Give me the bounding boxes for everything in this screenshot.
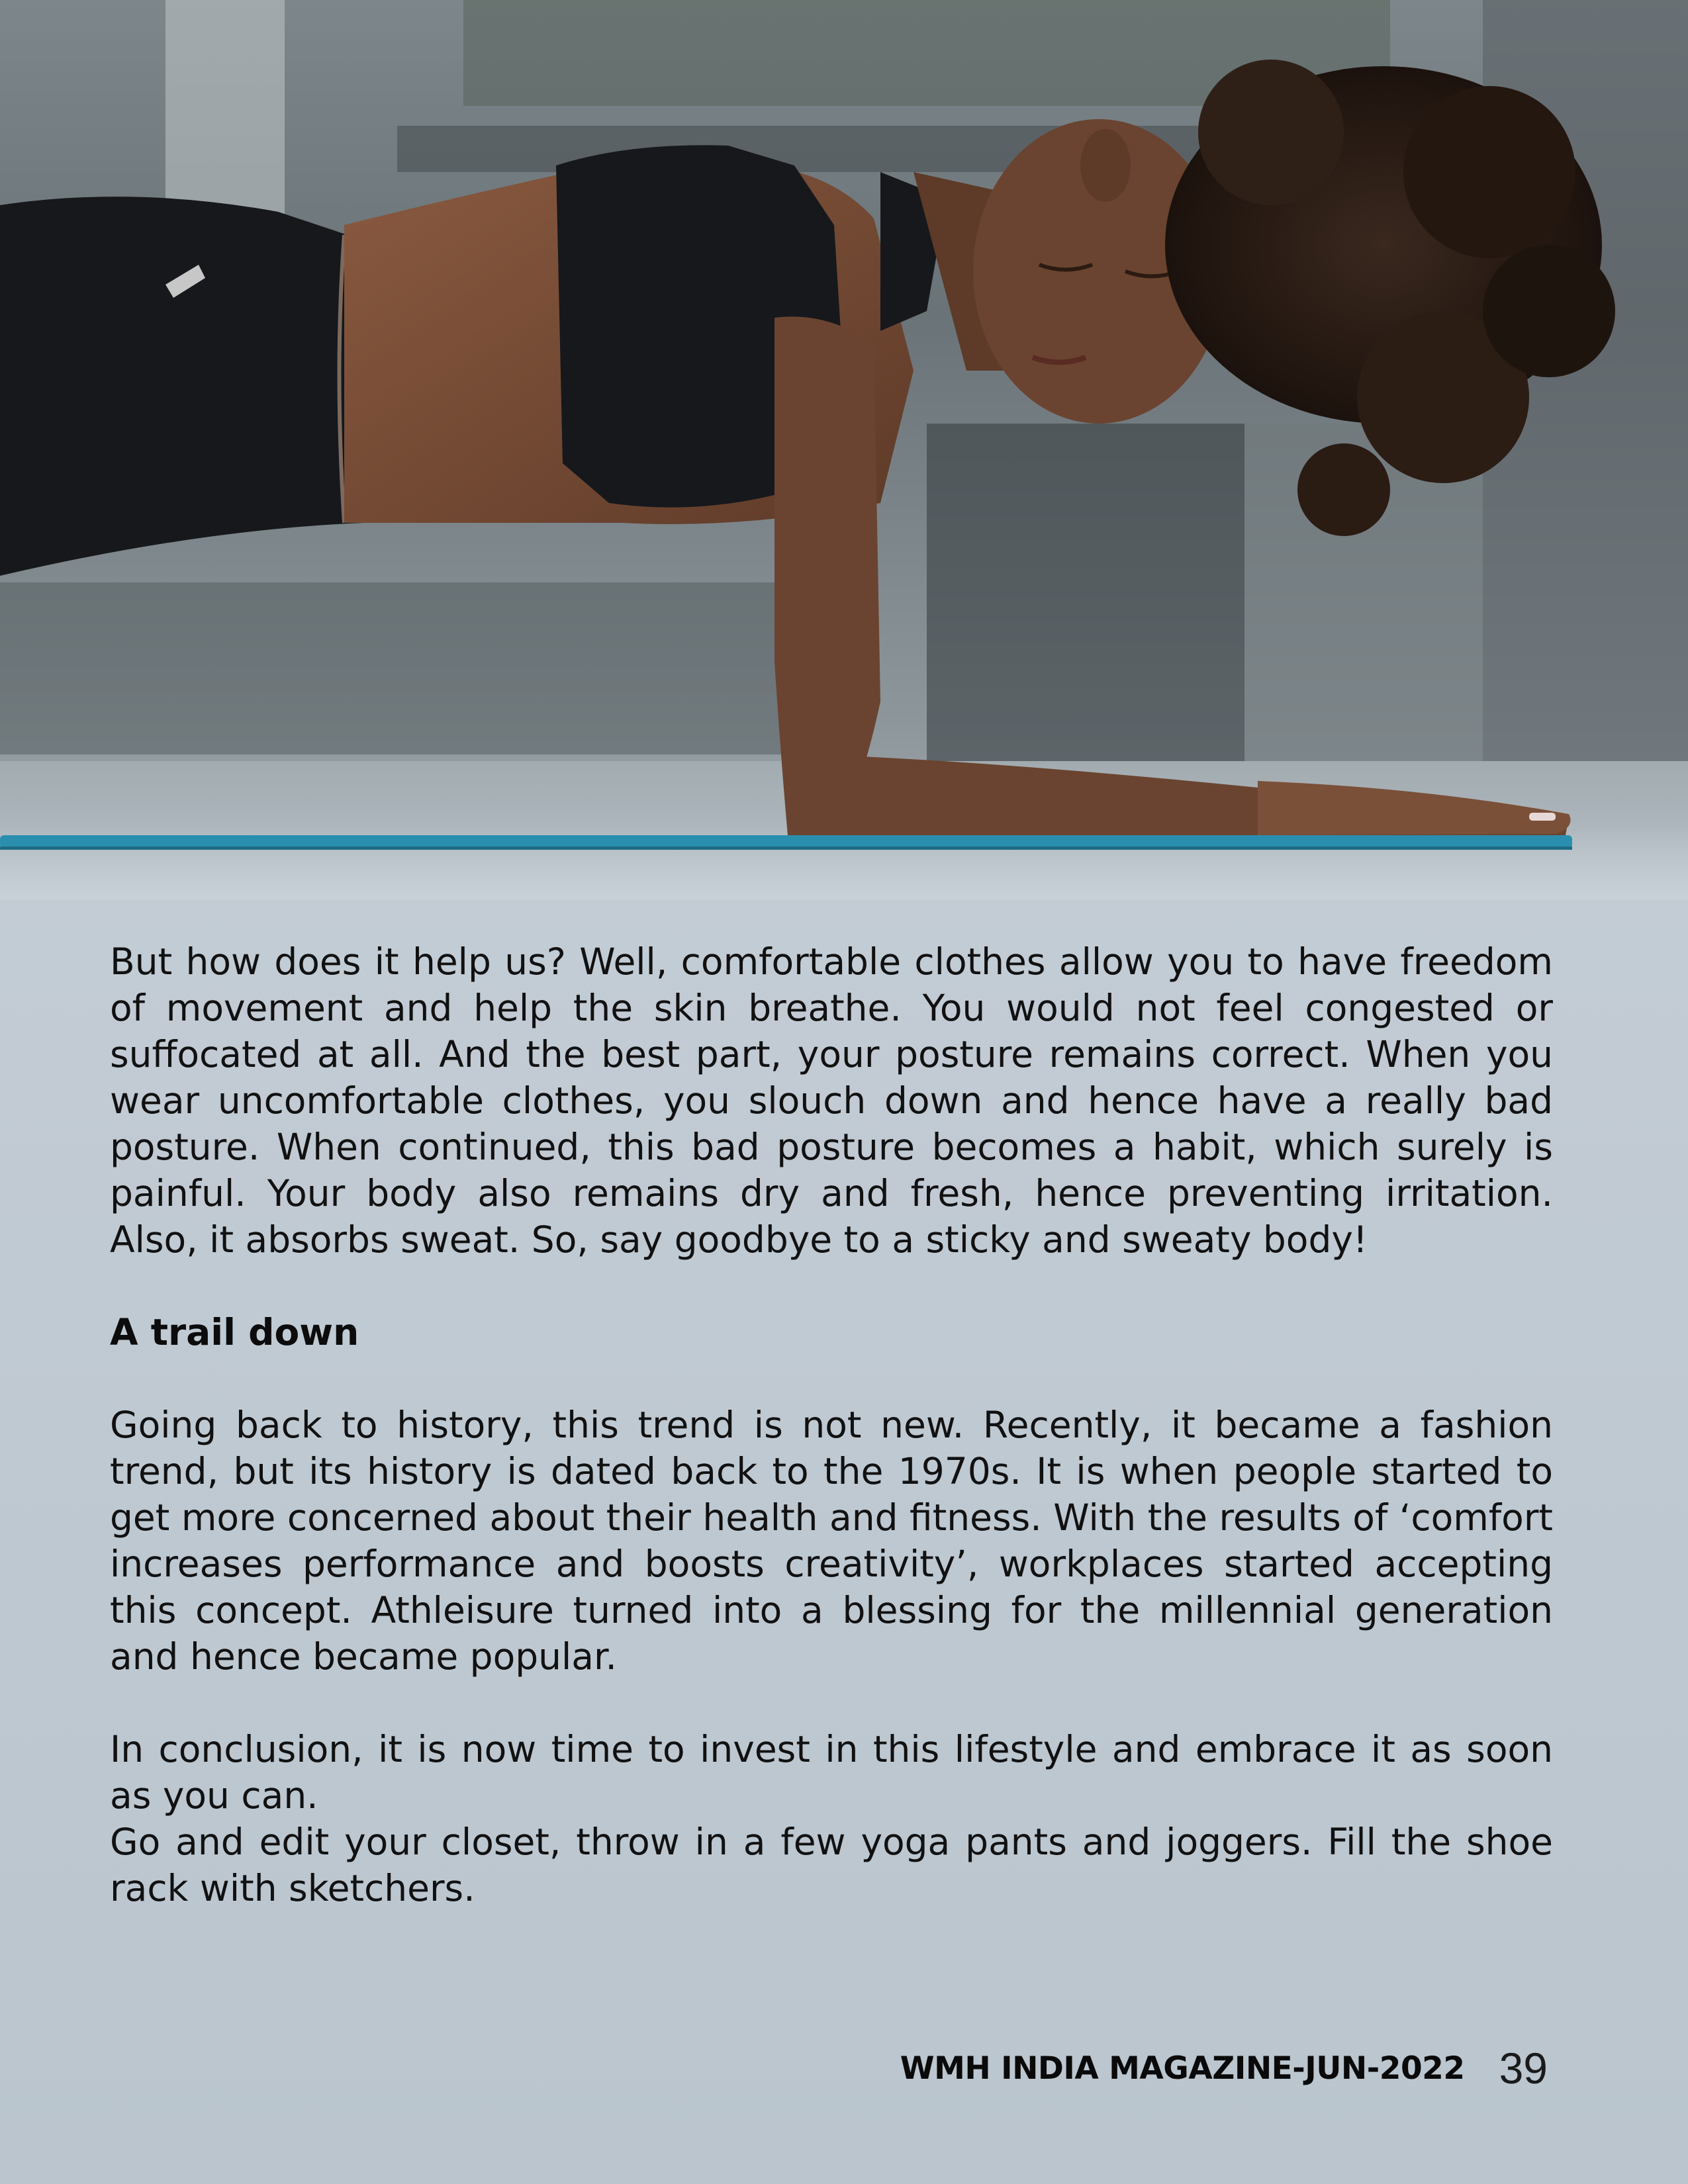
woman-plank-photo-icon xyxy=(0,0,1688,900)
article-paragraph: But how does it help us? Well, comfortable clothes allow you to have freedom of movement and help the skin breathe. You would not feel congested or suffocated at all. And the best part, your posture remains correct. When you wear uncomfortable clothes, you slouch down and hence have a really bad posture. When continued, this bad posture becomes a habit, which surely is painful. Your body also remains dry and fresh, hence preventing irritation. Also, it absorbs sweat. So, say goodbye to a sticky and sweaty body! xyxy=(110,940,1553,1261)
article-paragraph: Go and edit your closet, throw in a few yoga pants and joggers. Fill the shoe rack with sketchers. xyxy=(110,1821,1553,1909)
article-paragraph: In conclusion, it is now time to invest in this lifestyle and embrace it as soon as you can. xyxy=(110,1728,1553,1817)
magazine-name: WMH INDIA MAGAZINE-JUN-2022 xyxy=(900,2050,1465,2087)
paragraph-spacer xyxy=(110,1263,1553,1309)
paragraph-spacer xyxy=(110,1355,1553,1402)
hero-photo xyxy=(0,0,1688,900)
article-body xyxy=(110,938,1553,1911)
page-footer xyxy=(900,2042,1548,2095)
page-number: 39 xyxy=(1499,2044,1548,2093)
paragraph-spacer xyxy=(110,1680,1553,1726)
section-heading: A trail down xyxy=(110,1311,359,1353)
article-paragraph: Going back to history, this trend is not new. Recently, it became a fashion trend, but its history is dated back to the 1970s. It is when people started to get more concerned about their health and fitness. With the results of ‘comfort increases performance and boosts creativity’, workplaces started accepting this concept. Athleisure turned into a blessing for the millennial generation and hence became popular. xyxy=(110,1404,1553,1678)
